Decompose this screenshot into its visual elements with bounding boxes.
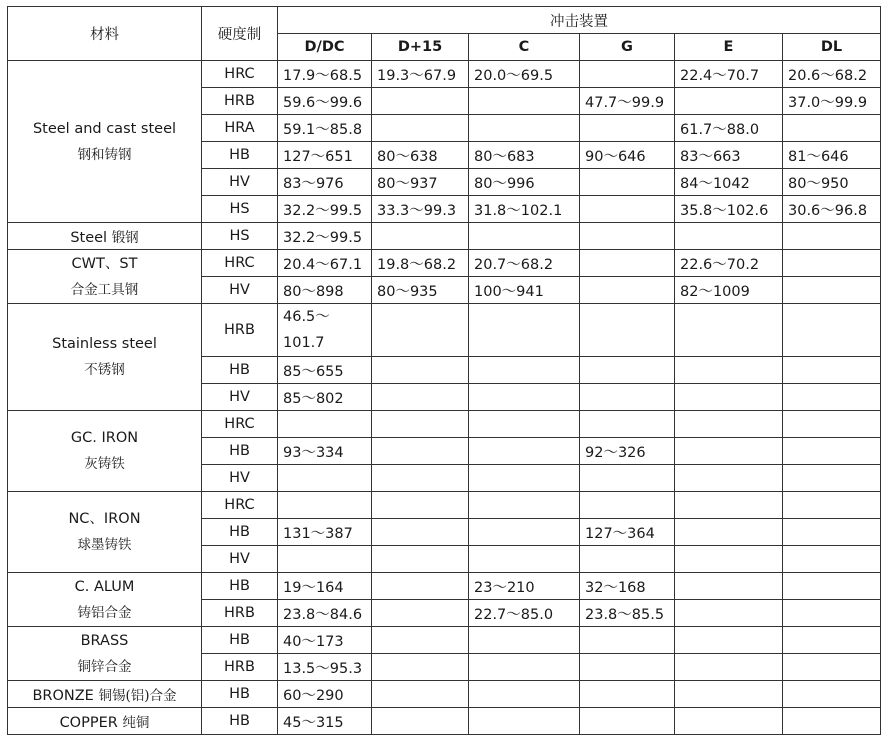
range-cell [675, 708, 783, 735]
range-cell: 45～315 [278, 708, 372, 735]
range-cell [372, 546, 469, 573]
range-cell [469, 411, 580, 438]
range-cell [372, 357, 469, 384]
hardness-scale-cell: HB [202, 142, 278, 169]
table-row [8, 708, 881, 735]
range-cell [580, 681, 675, 708]
range-cell [783, 654, 881, 681]
range-cell [580, 546, 675, 573]
range-cell: 23.8～85.5 [580, 600, 675, 627]
range-cell [580, 357, 675, 384]
hardness-conversion-table [7, 6, 881, 735]
hardness-scale-cell: HS [202, 223, 278, 250]
device-header: G [580, 34, 675, 61]
hardness-scale-cell: HB [202, 573, 278, 600]
material-cell [8, 708, 202, 735]
range-cell: 60～290 [278, 681, 372, 708]
table-row [8, 61, 881, 88]
range-cell: 127～364 [580, 519, 675, 546]
material-cell [8, 492, 202, 573]
range-cell: 100～941 [469, 277, 580, 304]
range-cell [580, 196, 675, 223]
range-cell: 32.2～99.5 [278, 223, 372, 250]
range-cell: 23～210 [469, 573, 580, 600]
range-cell: 90～646 [580, 142, 675, 169]
range-cell: 80～996 [469, 169, 580, 196]
range-cell: 32.2～99.5 [278, 196, 372, 223]
material-header: 材料 [8, 7, 202, 61]
hardness-scale-cell: HV [202, 465, 278, 492]
range-cell [675, 492, 783, 519]
range-cell [372, 115, 469, 142]
range-cell [580, 492, 675, 519]
range-cell [580, 384, 675, 411]
table-row [8, 492, 881, 519]
hardness-scale-cell: HRC [202, 61, 278, 88]
hardness-scale-cell: HV [202, 384, 278, 411]
range-cell [469, 519, 580, 546]
range-cell: 83～663 [675, 142, 783, 169]
hardness-scale-cell: HB [202, 627, 278, 654]
range-cell [675, 223, 783, 250]
range-cell [580, 304, 675, 357]
device-header: D/DC [278, 34, 372, 61]
range-cell: 80～683 [469, 142, 580, 169]
range-cell [580, 654, 675, 681]
material-name-en: Steel [70, 230, 108, 246]
range-cell [580, 277, 675, 304]
range-cell [783, 546, 881, 573]
range-cell [675, 600, 783, 627]
hardness-scale-cell: HRC [202, 492, 278, 519]
material-cell [8, 573, 202, 627]
range-cell [372, 88, 469, 115]
material-cell [8, 61, 202, 223]
table-header [8, 7, 881, 61]
range-cell: 37.0～99.9 [783, 88, 881, 115]
material-name-cn: 球墨铸铁 [77, 537, 132, 553]
range-cell [675, 438, 783, 465]
range-cell [372, 223, 469, 250]
range-cell [372, 384, 469, 411]
hardness-scale-cell: HV [202, 546, 278, 573]
range-cell: 85～655 [278, 357, 372, 384]
range-cell: 80～937 [372, 169, 469, 196]
range-cell [783, 492, 881, 519]
range-cell [783, 465, 881, 492]
range-cell [675, 519, 783, 546]
material-name-cn: 铜锡(铝)合金 [98, 688, 177, 704]
material-name-cn: 铸铝合金 [77, 604, 132, 621]
material-name-en: C. ALUM [74, 578, 135, 595]
range-cell [783, 411, 881, 438]
material-name-cn: 钢和铸钢 [77, 146, 132, 163]
range-cell [675, 304, 783, 357]
device-header: DL [783, 34, 881, 61]
range-cell [783, 573, 881, 600]
material-cell [8, 411, 202, 492]
range-cell [372, 304, 469, 357]
hardness-scale-cell: HRB [202, 654, 278, 681]
range-cell: 20.0～69.5 [469, 61, 580, 88]
range-cell: 32～168 [580, 573, 675, 600]
range-cell: 19～164 [278, 573, 372, 600]
table-row [8, 573, 881, 600]
range-cell [783, 277, 881, 304]
material-name-en: COPPER [59, 715, 118, 731]
range-cell: 22.4～70.7 [675, 61, 783, 88]
range-cell: 59.1～85.8 [278, 115, 372, 142]
range-cell: 20.7～68.2 [469, 250, 580, 277]
range-cell [783, 250, 881, 277]
range-cell [469, 546, 580, 573]
range-cell [278, 546, 372, 573]
hardness-scale-cell: HB [202, 708, 278, 735]
table-row [8, 304, 881, 357]
range-cell [469, 681, 580, 708]
hardness-scale-cell: HB [202, 438, 278, 465]
range-cell [675, 465, 783, 492]
range-cell [675, 384, 783, 411]
range-cell [372, 600, 469, 627]
material-cell [8, 627, 202, 681]
range-cell [580, 223, 675, 250]
impact-device-header: 冲击装置 [278, 7, 881, 34]
range-cell [675, 654, 783, 681]
range-cell: 30.6～96.8 [783, 196, 881, 223]
material-name-en: BRASS [80, 632, 129, 649]
table-row [8, 250, 881, 277]
hardness-scale-cell: HB [202, 681, 278, 708]
range-cell: 80～950 [783, 169, 881, 196]
range-cell: 23.8～84.6 [278, 600, 372, 627]
range-cell: 22.6～70.2 [675, 250, 783, 277]
range-cell [783, 708, 881, 735]
hardness-scale-cell: HRC [202, 250, 278, 277]
material-name-en: CWT、ST [71, 255, 138, 272]
range-cell: 47.7～99.9 [580, 88, 675, 115]
material-cell [8, 304, 202, 411]
range-cell [278, 465, 372, 492]
table-row [8, 411, 881, 438]
range-cell [372, 465, 469, 492]
range-cell [783, 384, 881, 411]
range-cell [675, 627, 783, 654]
range-cell: 19.8～68.2 [372, 250, 469, 277]
range-cell: 20.6～68.2 [783, 61, 881, 88]
range-cell [372, 681, 469, 708]
range-cell: 83～976 [278, 169, 372, 196]
hardness-scale-cell: HS [202, 196, 278, 223]
range-cell [580, 627, 675, 654]
range-cell [783, 304, 881, 357]
table-row [8, 627, 881, 654]
range-cell: 46.5～ 101.7 [278, 304, 372, 357]
range-cell [469, 384, 580, 411]
range-cell [580, 411, 675, 438]
device-header: D+15 [372, 34, 469, 61]
range-cell [469, 708, 580, 735]
range-cell [469, 627, 580, 654]
hardness-scale-cell: HV [202, 169, 278, 196]
hardness-scale-cell: HRC [202, 411, 278, 438]
range-cell: 80～935 [372, 277, 469, 304]
range-cell [783, 600, 881, 627]
range-cell: 31.8～102.1 [469, 196, 580, 223]
range-cell [675, 411, 783, 438]
range-cell: 17.9～68.5 [278, 61, 372, 88]
hardness-scale-cell: HB [202, 519, 278, 546]
range-cell: 80～638 [372, 142, 469, 169]
range-cell [783, 115, 881, 142]
range-cell [675, 546, 783, 573]
table-body [8, 61, 881, 735]
range-cell [372, 654, 469, 681]
range-cell [580, 61, 675, 88]
range-cell: 40～173 [278, 627, 372, 654]
material-name-cn: 纯铜 [122, 715, 150, 731]
range-cell [783, 223, 881, 250]
range-cell: 81～646 [783, 142, 881, 169]
material-name-cn: 不锈钢 [84, 362, 125, 378]
range-cell [580, 250, 675, 277]
range-cell: 59.6～99.6 [278, 88, 372, 115]
device-header: C [469, 34, 580, 61]
range-cell [469, 357, 580, 384]
range-cell: 61.7～88.0 [675, 115, 783, 142]
range-cell [469, 465, 580, 492]
material-name-en: Stainless steel [52, 336, 157, 352]
material-cell [8, 681, 202, 708]
range-cell: 131～387 [278, 519, 372, 546]
range-cell [580, 708, 675, 735]
range-cell [278, 492, 372, 519]
hardness-scale-cell: HRB [202, 304, 278, 357]
material-name-cn: 合金工具钢 [70, 281, 139, 298]
table-row [8, 681, 881, 708]
hardness-scale-header: 硬度制 [202, 7, 278, 61]
material-cell [8, 250, 202, 304]
hardness-scale-cell: HRA [202, 115, 278, 142]
range-cell [372, 627, 469, 654]
material-cell [8, 223, 202, 250]
range-cell [580, 169, 675, 196]
range-cell: 22.7～85.0 [469, 600, 580, 627]
range-cell [469, 492, 580, 519]
range-cell [372, 411, 469, 438]
range-cell [372, 492, 469, 519]
range-cell [469, 223, 580, 250]
device-header: E [675, 34, 783, 61]
range-cell [783, 519, 881, 546]
range-cell [675, 88, 783, 115]
range-cell [372, 519, 469, 546]
range-cell [469, 654, 580, 681]
material-name-cn: 灰铸铁 [84, 456, 125, 472]
hardness-scale-cell: HB [202, 357, 278, 384]
range-cell [469, 304, 580, 357]
material-name-en: GC. IRON [70, 430, 139, 446]
hardness-scale-cell: HV [202, 277, 278, 304]
range-cell: 127～651 [278, 142, 372, 169]
range-cell [783, 357, 881, 384]
material-name-cn: 锻钢 [111, 230, 139, 246]
range-cell [580, 465, 675, 492]
range-cell: 85～802 [278, 384, 372, 411]
material-name-en: BRONZE [32, 688, 94, 704]
material-name-cn: 铜锌合金 [77, 658, 132, 675]
range-cell: 84～1042 [675, 169, 783, 196]
range-cell: 13.5～95.3 [278, 654, 372, 681]
hardness-scale-cell: HRB [202, 88, 278, 115]
range-cell: 93～334 [278, 438, 372, 465]
range-cell [372, 708, 469, 735]
range-cell [783, 627, 881, 654]
range-cell: 35.8～102.6 [675, 196, 783, 223]
range-cell: 80～898 [278, 277, 372, 304]
range-cell: 92～326 [580, 438, 675, 465]
range-cell [783, 681, 881, 708]
range-cell [278, 411, 372, 438]
range-cell [675, 357, 783, 384]
range-cell: 19.3～67.9 [372, 61, 469, 88]
range-cell [783, 438, 881, 465]
range-cell [580, 115, 675, 142]
range-cell [469, 115, 580, 142]
hardness-scale-cell: HRB [202, 600, 278, 627]
range-cell [675, 573, 783, 600]
range-cell [372, 573, 469, 600]
range-cell: 20.4～67.1 [278, 250, 372, 277]
range-cell [469, 88, 580, 115]
range-cell [372, 438, 469, 465]
range-cell [469, 438, 580, 465]
range-cell: 33.3～99.3 [372, 196, 469, 223]
range-cell: 82～1009 [675, 277, 783, 304]
range-cell [675, 681, 783, 708]
material-name-en: NC、IRON [68, 511, 141, 527]
table-row [8, 223, 881, 250]
material-name-en: Steel and cast steel [32, 120, 177, 137]
